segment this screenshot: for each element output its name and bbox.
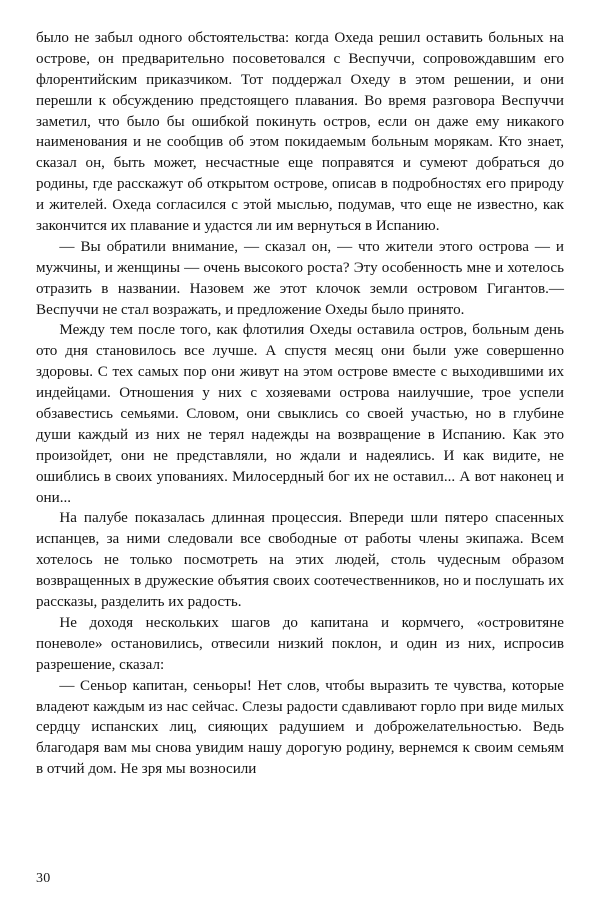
paragraph: На палубе показалась длинная процессия. Впереди шли пятеро спасенных испанцев, за ними следовали все свободные от работы члены экипажа. Всем хотелось не только посмотреть на этих людей, столь чудесным образом возвращенных в дружеские объятия своих соотечественников, но и послушать их рассказы, разделить их радость. (36, 510, 564, 611)
paragraph: Не доходя нескольких шагов до капитана и кормчего, «островитяне поневоле» остановились, отвесили низкий поклон, и один из них, испросив разрешение, сказал: (36, 614, 564, 673)
paragraph: было не забыл одного обстоятельства: когда Охеда решил оставить больных на острове, он предварительно посоветовался с Веспуччи, сопровождавшим его флорентийским приказчиком. Тот поддержал Охеду в этом решении, и они перешли к обсуждению предстоящего плавания. Во время разговора Веспуччи заметил, что было бы ошибкой покинуть остров, если он даже ему никакого наименования и не сообщив об этом покидаемым больным морякам. Кто знает, сказал он, быть может, несчастные еще поправятся и сумеют добраться до родины, где расскажут об открытом острове, описав в подробностях его природу и жителей. Охеда согласился с этой мыслью, подумав, что еще не известно, как закончится их плавание и удастся ли им вернуться в Испанию. (36, 30, 564, 235)
paragraph: — Сеньор капитан, сеньоры! Нет слов, чтобы выразить те чувства, которые владеют каждым из нас сейчас. Слезы радости сдавливают горло при виде милых сердцу испанских лиц, сияющих радушием и доброжелательностью. Ведь благодаря вам мы снова увидим нашу дорогую родину, вернемся к своим семьям в отчий дом. Не зря мы возносили (36, 677, 564, 778)
paragraph: — Вы обратили внимание, — сказал он, — что жители этого острова — и мужчины, и женщины — очень высокого роста? Эту особенность мне и хотелось отразить в названии. Назовем же этот клочок земли островом Гигантов.— Веспуччи не стал возражать, и предложение Охеды было принято. (36, 238, 564, 318)
page-body (36, 28, 564, 780)
paragraph: Между тем после того, как флотилия Охеды оставила остров, больным день ото дня становилось все лучше. А спустя месяц они были уже совершенно здоровы. С тех самых пор они живут на этом острове вместе с выходившими их индейцами. Отношения у них с хозяевами острова наилучшие, трое успели обзавестись семьями. Словом, они свыклись со своей участью, но в глубине души каждый из них не терял надежды на возвращение в Испанию. Как это произойдет, они не представляли, но ждали и надеялись. И как видите, не ошиблись в своих упованиях. Милосердный бог их не оставил... А вот наконец и они... (36, 322, 564, 506)
page-number: 30 (36, 871, 51, 886)
